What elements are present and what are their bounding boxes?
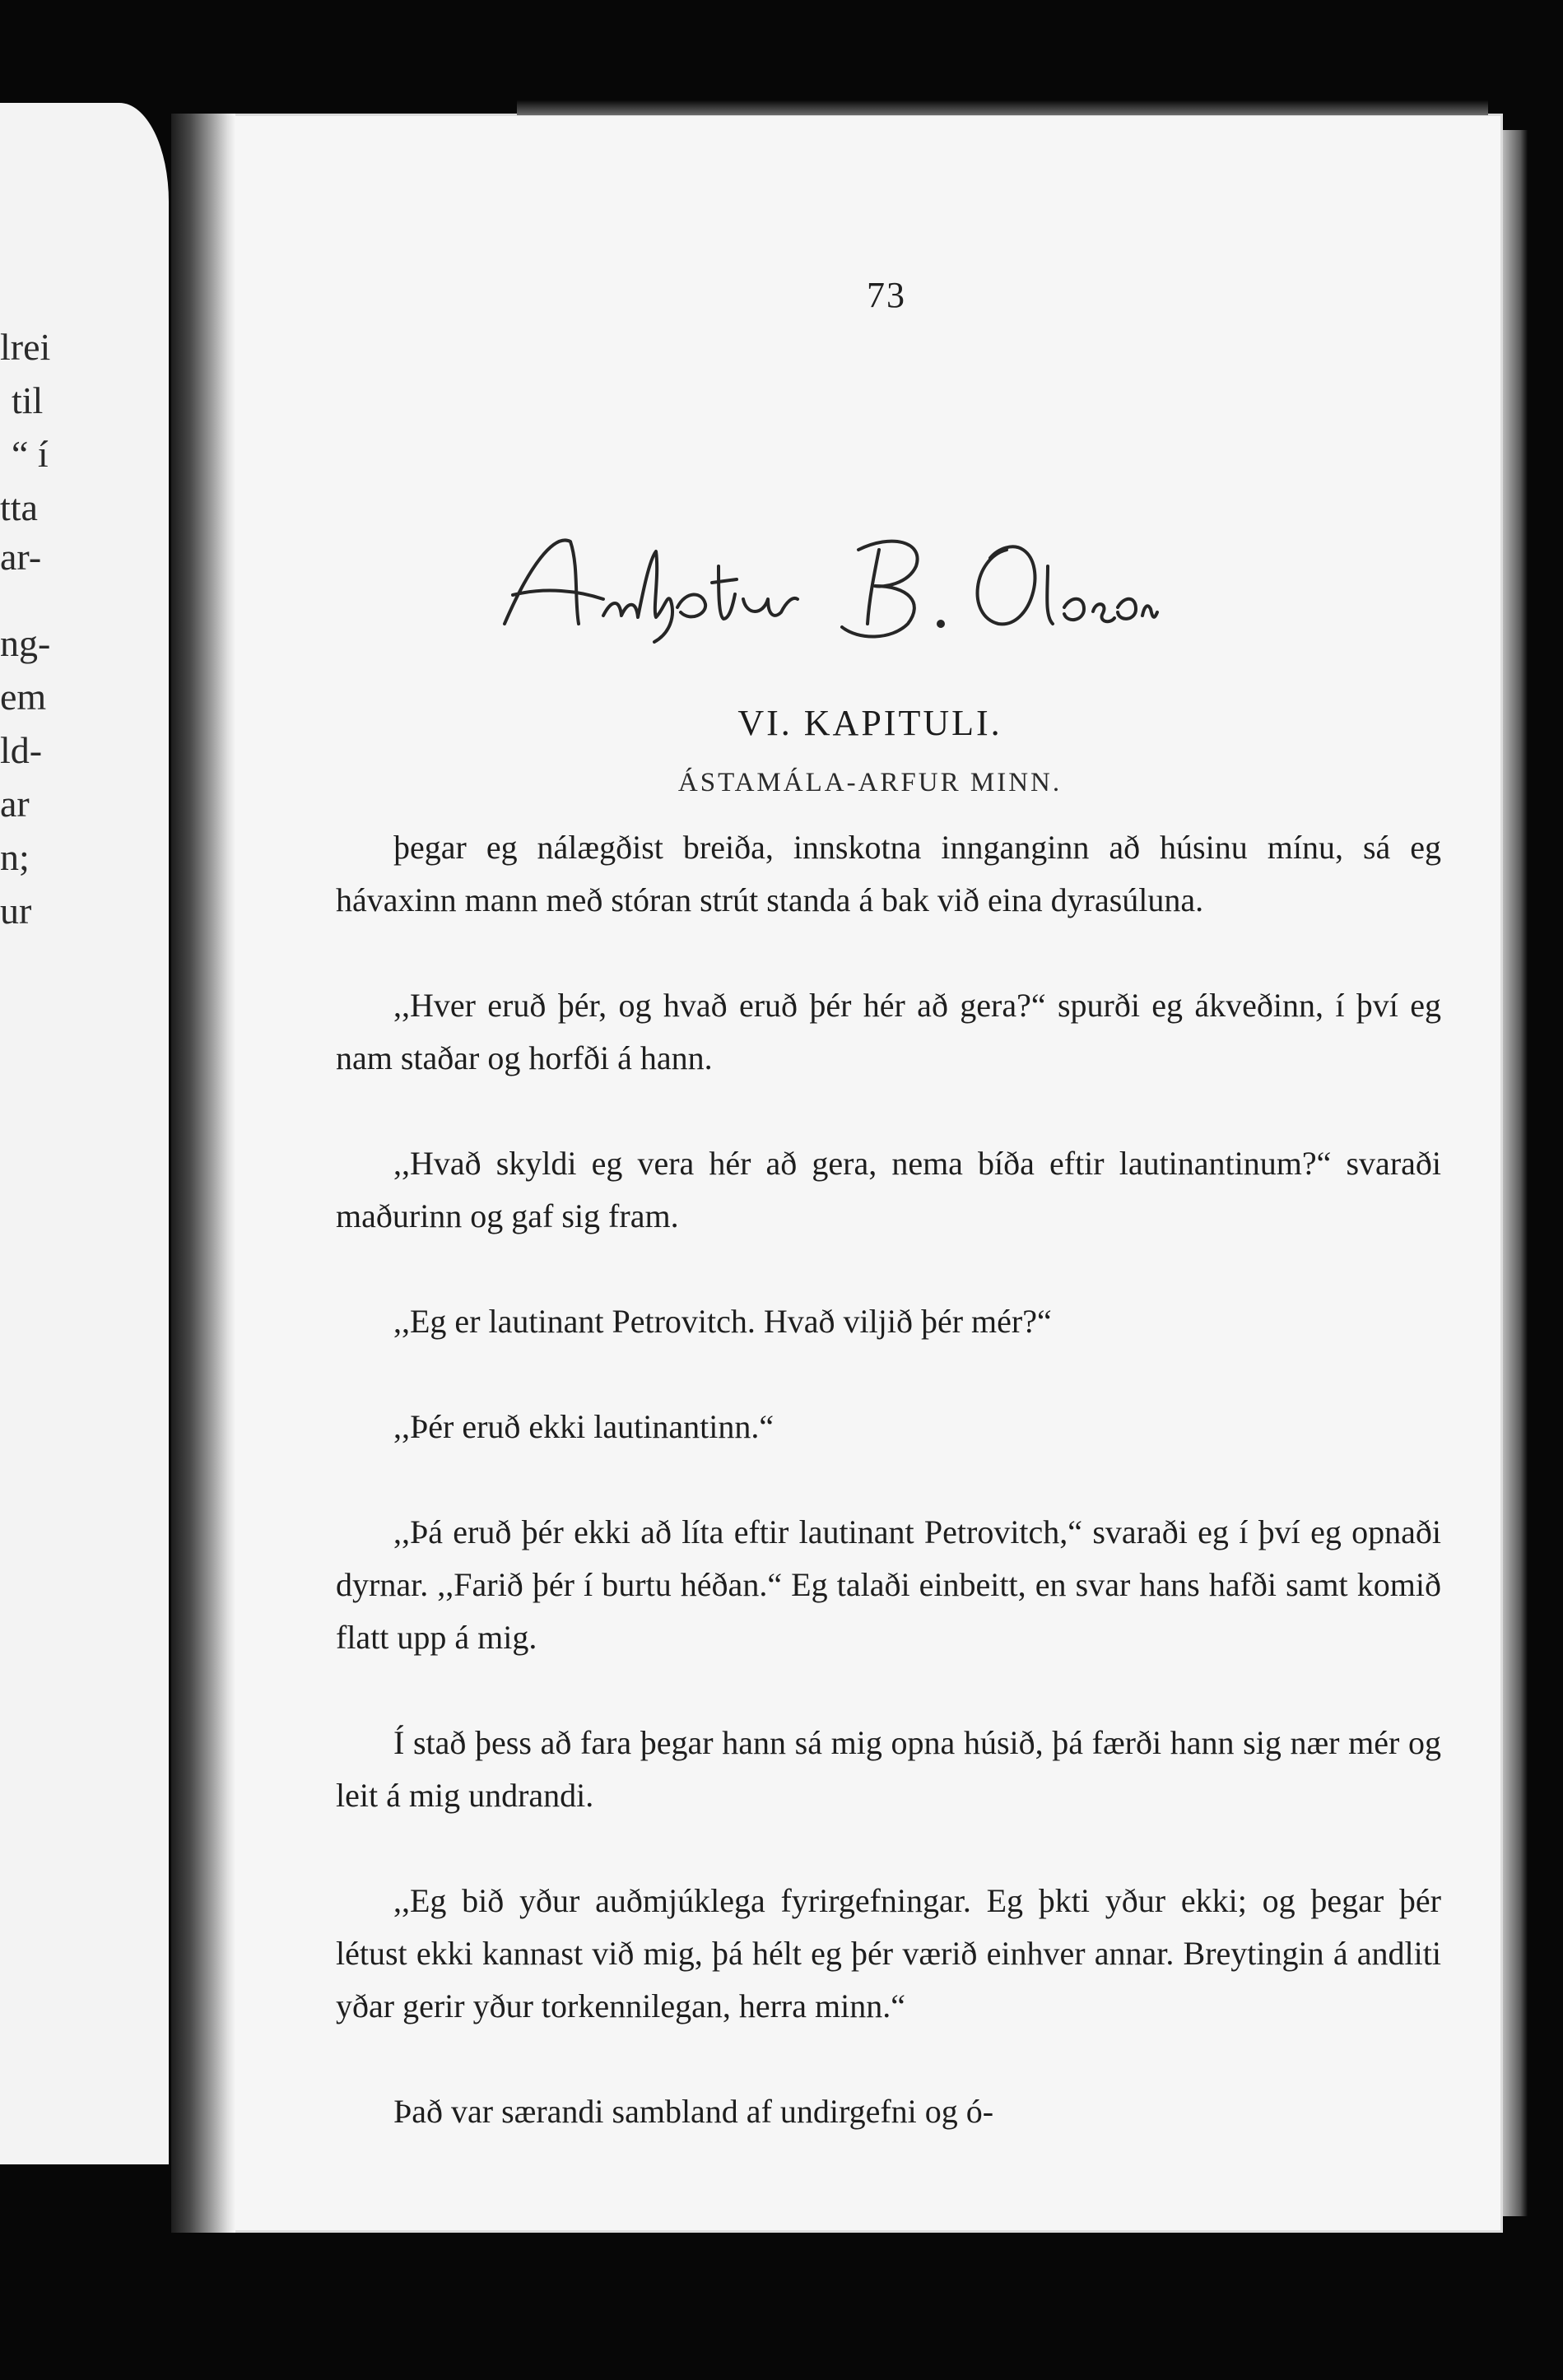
- left-fragment: ur: [0, 890, 32, 932]
- left-fragment: tta: [0, 486, 38, 528]
- page-number: 73: [867, 275, 906, 315]
- chapter-title: VI. KAPITULI.: [737, 703, 1002, 743]
- paragraph: ,,Hver eruð þér, og hvað eruð þér hér að gera?“ spurði eg ákveðinn, í því eg nam staðar og horfði á hann.: [336, 987, 1441, 1076]
- left-fragment: n;: [0, 836, 30, 878]
- paragraph: ,,Eg er lautinant Petrovitch. Hvað viljið þér mér?“: [393, 1303, 1052, 1340]
- left-fragment: ld-: [0, 729, 43, 771]
- paragraph: ,,Eg bið yður auðmjúklega fyrirgefningar. Eg þkti yður ekki; og þegar þér létust ekki kannast við mig, þá hélt eg þér værið einhver annar. Breytingin á andliti yðar gerir yður torkennilegan, herra minn.“: [336, 1882, 1441, 2024]
- facing-page-fragment: [0, 103, 169, 2164]
- page-top-edge: [517, 100, 1488, 115]
- paragraph: Það var særandi sambland af undirgefni og ó-: [393, 2093, 994, 2130]
- chapter-subtitle: ÁSTAMÁLA-ARFUR MINN.: [677, 768, 1063, 797]
- left-fragment: em: [0, 676, 47, 718]
- left-fragment: ar-: [0, 536, 42, 578]
- left-fragment: ar: [0, 783, 30, 825]
- page-edge-shadow: [1503, 130, 1528, 2216]
- paragraph: Í stað þess að fara þegar hann sá mig opna húsið, þá færði hann sig nær mér og leit á mig undrandi.: [336, 1724, 1441, 1814]
- left-fragment: til: [12, 379, 44, 421]
- body-text: [336, 821, 1441, 2138]
- book-page: [171, 114, 1503, 2233]
- paragraph: þegar eg nálægðist breiða, innskotna innganginn að húsinu mínu, sá eg hávaxinn mann með stóran strút standa á bak við eina dyrasúluna.: [336, 829, 1441, 918]
- paragraph: ,,Hvað skyldi eg vera hér að gera, nema bíða eftir lautinantinum?“ svaraði maðurinn og gaf sig fram.: [336, 1145, 1441, 1234]
- paragraph: ,,Þér eruð ekki lautinantinn.“: [393, 1408, 775, 1445]
- left-fragment: “ í: [12, 433, 49, 475]
- book-gutter: [171, 114, 235, 2233]
- left-fragment: ng-: [0, 622, 51, 664]
- paragraph: ,,Þá eruð þér ekki að líta eftir lautinant Petrovitch,“ svaraði eg í því eg opnaði dyrnar. ,,Farið þér í burtu héðan.“ Eg talaði einbeitt, en svar hans hafði samt komið flatt upp á mig.: [336, 1513, 1441, 1656]
- handwritten-signature: [480, 517, 1163, 648]
- left-fragment: lrei: [0, 326, 51, 368]
